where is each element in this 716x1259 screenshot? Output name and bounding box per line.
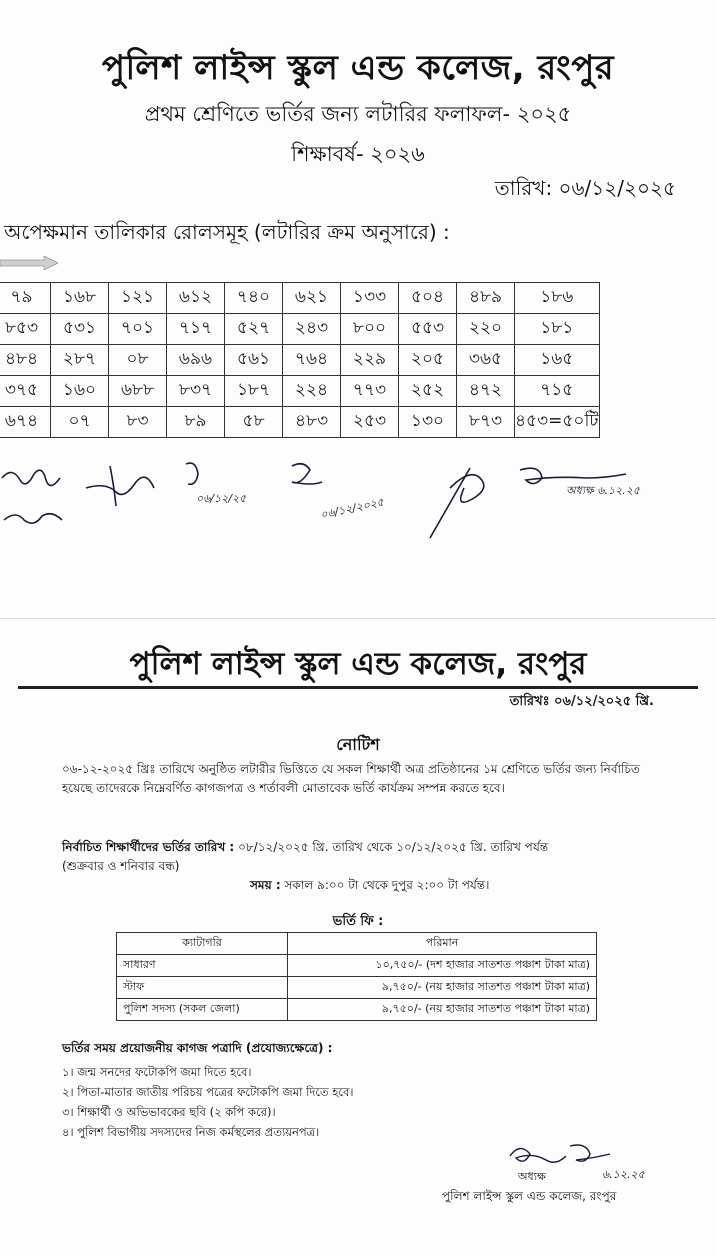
- roll-cell: ৪৫৩=৫০টি: [515, 407, 600, 438]
- roll-cell: ৫০৪: [399, 283, 457, 314]
- roll-cell: ২২০: [457, 314, 515, 345]
- principal-signature-date: ৬.১২.২৫: [602, 1168, 645, 1181]
- admission-date-label: নির্বাচিত শিক্ষার্থীদের ভর্তির তারিখ :: [62, 840, 235, 854]
- roll-cell: ৭৯: [0, 283, 51, 314]
- footer-institution: পুলিশ লাইন্স স্কুল এন্ড কলেজ, রংপুর: [442, 1189, 617, 1203]
- sheet2-date: তারিখঃ ০৬/১২/২০২৫ খ্রি.: [509, 694, 654, 709]
- principal-mark: অধ্যক্ষ ৬.১২.২৫: [566, 484, 641, 497]
- roll-cell: ৭১৭: [167, 314, 225, 345]
- roll-row: [0, 376, 599, 407]
- roll-row: [0, 345, 599, 376]
- fee-header-category: ক্যাটাগরি: [117, 933, 288, 955]
- admission-date-range: ০৮/১২/২০২৫ খ্রি. তারিখ থেকে ১০/১২/২০২৫ খ্রি. তারিখ পর্যন্ত: [238, 840, 549, 854]
- roll-cell: ৪৮৪: [0, 345, 51, 376]
- roll-cell: ২০৫: [399, 345, 457, 376]
- time-label: সময় :: [250, 878, 281, 892]
- roll-cell: ২২৯: [341, 345, 399, 376]
- roll-cell: ৬১২: [167, 283, 225, 314]
- requirements-heading: ভর্তির সময় প্রয়োজনীয় কাগজ পত্রাদি (প্রযোজ্যক্ষেত্রে) :: [62, 1041, 333, 1055]
- roll-cell: ২৫২: [399, 376, 457, 407]
- roll-cell: ২৮৭: [51, 345, 109, 376]
- fee-category: পুলিশ সদস্য (সকল জেলা): [117, 999, 288, 1021]
- fee-category: স্টাফ: [117, 977, 288, 999]
- roll-row: [0, 314, 599, 345]
- roll-cell: ২৪৩: [283, 314, 341, 345]
- requirement-item: ১। জন্ম সনদের ফটোকপি জমা দিতে হবে।: [62, 1065, 252, 1079]
- roll-cell: ৪৮৯: [457, 283, 515, 314]
- roll-cell: ৭৪০: [225, 283, 283, 314]
- signature-date-1: ০৬/১২/২৫: [196, 492, 247, 505]
- roll-row: [0, 407, 599, 438]
- requirement-item: ২। পিতা-মাতার জাতীয় পরিচয় পত্রের ফটোকপি জমা দিতে হবে।: [62, 1085, 354, 1099]
- roll-cell: ৩৬৫: [457, 345, 515, 376]
- roll-cell: ২৫৩: [341, 407, 399, 438]
- roll-cell: ১৮৬: [515, 283, 600, 314]
- roll-cell: ৭৬৪: [283, 345, 341, 376]
- roll-cell: ৫৬১: [225, 345, 283, 376]
- roll-cell: ৮৩: [109, 407, 167, 438]
- roll-cell: ১৩৩: [341, 283, 399, 314]
- time-value: সকাল ৯:০০ টা থেকে দুপুর ২:০০ টা পর্যন্ত।: [284, 878, 490, 892]
- roll-cell: ৮০০: [341, 314, 399, 345]
- fee-category: সাধারণ: [117, 955, 288, 977]
- roll-table: [0, 282, 600, 438]
- academic-year: শিক্ষাবর্ষ- ২০২৬: [291, 142, 425, 166]
- roll-cell: ৭১৫: [515, 376, 600, 407]
- roll-cell: ৫৩১: [51, 314, 109, 345]
- roll-cell: ৫৫৩: [399, 314, 457, 345]
- closed-days: (শুক্রবার ও শনিবার বন্ধ): [62, 859, 180, 873]
- fee-amount: ৯,৭৫০/- (নয় হাজার সাতশত পঞ্চাশ টাকা মাত্র): [288, 977, 597, 999]
- fee-row: [117, 955, 597, 977]
- roll-cell: ৮৯: [167, 407, 225, 438]
- designation: অধ্যক্ষ: [518, 1170, 546, 1183]
- fee-row: [117, 977, 597, 999]
- roll-cell: ৮৭৩: [457, 407, 515, 438]
- roll-cell: ৪৮৩: [283, 407, 341, 438]
- sheet1-title: পুলিশ লাইন্স স্কুল এন্ড কলেজ, রংপুর: [101, 48, 615, 88]
- signature-date-2: ০৬/১২/২০২৫: [319, 495, 386, 522]
- notice-heading: নোটিশ: [336, 735, 380, 754]
- roll-cell: ১৬৫: [515, 345, 600, 376]
- requirement-item: ৩। শিক্ষার্থী ও অভিভাবকের ছবি (২ কপি করে)।: [62, 1105, 276, 1119]
- notice-intro: ০৬-১২-২০২৫ খ্রিঃ তারিখে অনুষ্ঠিত লটারীর ভিত্তিতে যে সকল শিক্ষার্থী অত্র প্রতিষ্ঠানের ১ম শ্রেণিতে ভর্তির জন্য নির্বাচিত হয়েছে তাদেরকে নিম্নেবর্ণিত কাগজপত্র ও শর্তাবলী মোতাবেক ভর্তি কার্যক্রম সম্পন্ন করতে হবে।: [62, 762, 640, 795]
- fee-table: [116, 932, 597, 1021]
- roll-cell: ৫৮: [225, 407, 283, 438]
- arrow-right-icon: [0, 256, 58, 270]
- roll-cell: ২২৪: [283, 376, 341, 407]
- title-divider: [18, 686, 698, 689]
- admission-date-line: [62, 838, 672, 857]
- roll-cell: ১৬৮: [51, 283, 109, 314]
- lottery-result-sheet: [0, 0, 716, 610]
- roll-cell: ৬৯৬: [167, 345, 225, 376]
- roll-cell: ১৮৭: [225, 376, 283, 407]
- sheet2-title: পুলিশ লাইন্স স্কুল এন্ড কলেজ, রংপুর: [129, 646, 587, 682]
- sheet1-date: তারিখ: ০৬/১২/২০২৫: [494, 176, 676, 200]
- fee-heading: ভর্তি ফি :: [332, 914, 384, 929]
- roll-cell: ৮৩৭: [167, 376, 225, 407]
- roll-cell: ৭৭৩: [341, 376, 399, 407]
- time-line: [250, 876, 610, 895]
- waitlist-label: অপেক্ষমান তালিকার রোলসমূহ (লটারির ক্রম অনুসারে) :: [4, 220, 450, 244]
- roll-cell: ৪৭২: [457, 376, 515, 407]
- roll-cell: ৫২৭: [225, 314, 283, 345]
- roll-cell: ১৮১: [515, 314, 600, 345]
- roll-cell: ৬২১: [283, 283, 341, 314]
- fee-row: [117, 999, 597, 1021]
- roll-cell: ৭০১: [109, 314, 167, 345]
- roll-cell: ৮৫৩: [0, 314, 51, 345]
- fee-amount: ১০,৭৫০/- (দশ হাজার সাতশত পঞ্চাশ টাকা মাত্র): [288, 955, 597, 977]
- roll-cell: ৩৭৫: [0, 376, 51, 407]
- roll-cell: ১৬০: [51, 376, 109, 407]
- fee-header-amount: পরিমান: [288, 933, 597, 955]
- requirement-item: ৪। পুলিশ বিভাগীয় সদস্যদের নিজ কর্মস্থলের প্রত্যয়নপত্র।: [62, 1125, 320, 1139]
- roll-cell: ১৩০: [399, 407, 457, 438]
- fee-amount: ৯,৭৫০/- (নয় হাজার সাতশত পঞ্চাশ টাকা মাত্র): [288, 999, 597, 1021]
- roll-row: [0, 283, 599, 314]
- roll-cell: ১২১: [109, 283, 167, 314]
- sheet1-subtitle: প্রথম শ্রেণিতে ভর্তির জন্য লটারির ফলাফল- ২০২৫: [144, 102, 572, 126]
- roll-cell: ০৮: [109, 345, 167, 376]
- roll-cell: ০৭: [51, 407, 109, 438]
- roll-cell: ৬৭৪: [0, 407, 51, 438]
- roll-cell: ৬৮৮: [109, 376, 167, 407]
